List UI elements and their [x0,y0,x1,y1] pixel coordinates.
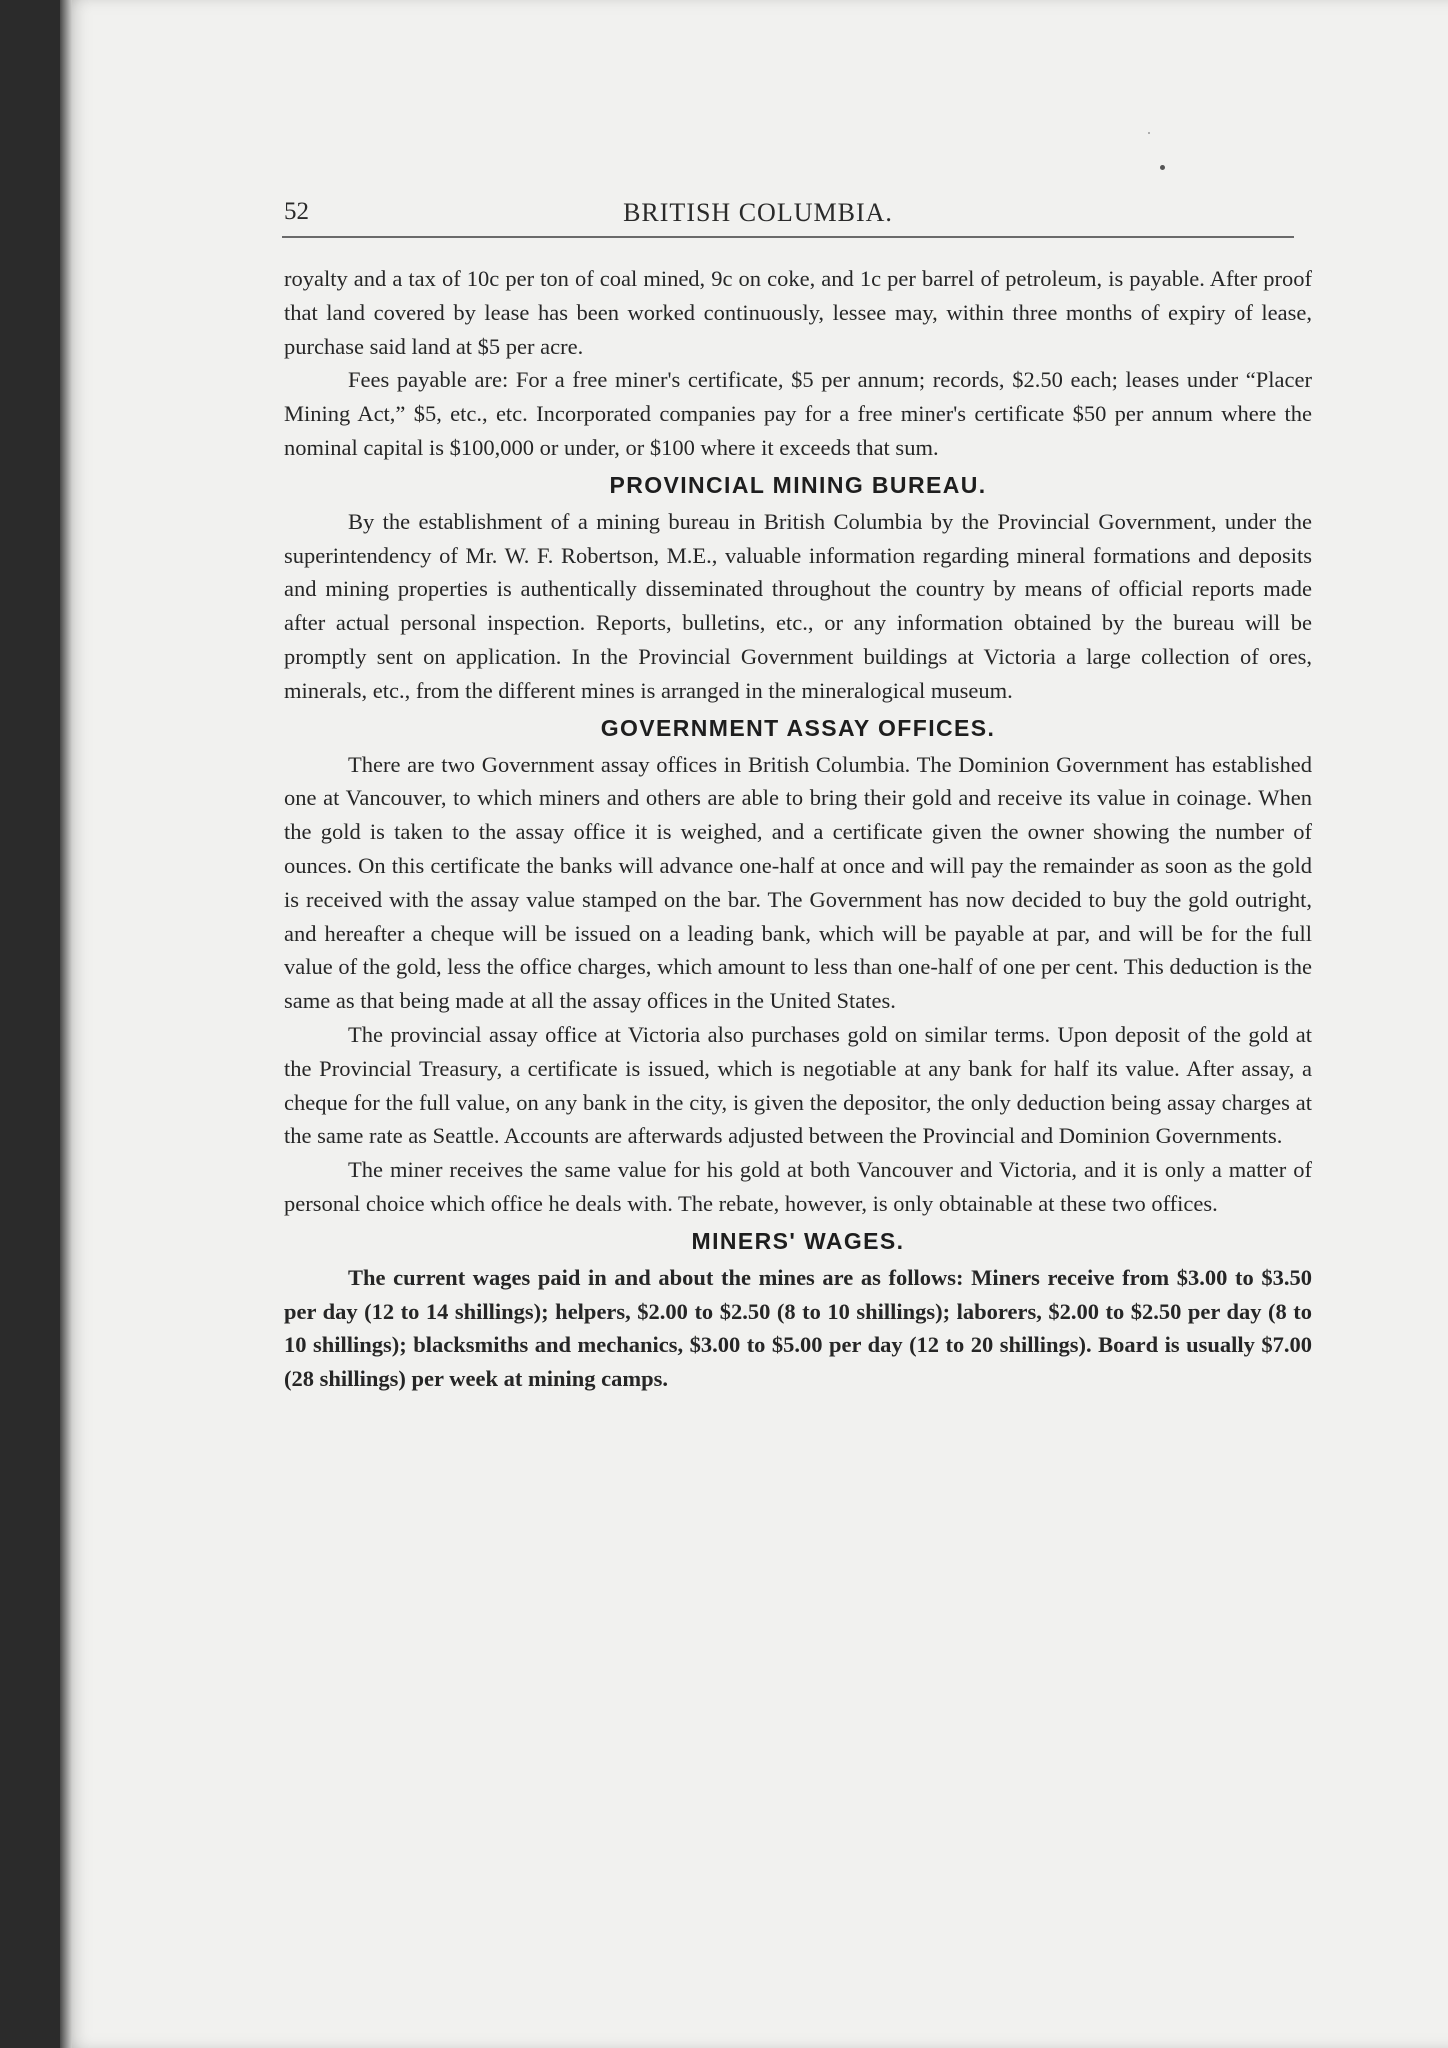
paragraph: There are two Government assay offices in British Columbia. The Dominion Government has established one at Vancouver, to which miners and others are able to bring their gold and receive its value in coinage. When the gold is taken to the assay office it is weighed, and a certificate given the owner showing the number of ounces. On this certificate the banks will advance one-half at once and will pay the remainder as soon as the gold is received with the assay value stamped on the bar. The Government has now decided to buy the gold outright, and hereafter a cheque will be issued on a leading bank, which will be payable at par, and will be for the full value of the gold, less the office charges, which amount to less than one-half of one per cent. This deduction is the same as that being made at all the assay offices in the United States. [284,751,1312,1014]
paper-speck [1148,132,1150,134]
page-number: 52 [284,198,309,225]
page-binding-edge [60,0,72,2048]
paper-speck [1160,165,1165,170]
paragraph: The miner receives the same value for his gold at both Vancouver and Victoria, and it is only a matter of personal choice which office he deals with. The rebate, however, is only obtainable at these two offices. [284,1157,1312,1216]
paragraph: The current wages paid in and about the mines are as follows: Miners receive from $3.00 to $3.50 per day (12 to 14 shillings); helpers, $2.00 to $2.50 (8 to 10 shillings); laborers, $2.00 to $2.50 per day (8 to 10 shillings); blacksmiths and mechanics, $3.00 to $5.00 per day (12 to 20 shillings). Board is usually $7.00 (28 shillings) per week at mining camps. [284,1264,1312,1392]
paragraph: royalty and a tax of 10c per ton of coal mined, 9c on coke, and 1c per barrel of petroleum, is payable. After proof that land covered by lease has been worked continuously, lessee may, within three months of expiry of lease, purchase said land at $5 per acre. [284,266,1312,359]
paragraph: Fees payable are: For a free miner's certificate, $5 per annum; records, $2.50 each; leases under “Placer Mining Act,” $5, etc., etc. Incorporated companies pay for a free miner's certificate $50 per annum where the nominal capital is $100,000 or under, or $100 where it exceeds that sum. [284,367,1312,460]
header-rule [282,236,1294,238]
section-heading: PROVINCIAL MINING BUREAU. [609,471,987,498]
paragraph: By the establishment of a mining bureau in British Columbia by the Provincial Government, under the superintendency of Mr. W. F. Robertson, M.E., valuable information regarding mineral formations and deposits and mining properties is authentically disseminated throughout the country by means of official reports made after actual personal inspection. Reports, bulletins, etc., or any information obtained by the bureau will be promptly sent on application. In the Provincial Government buildings at Victoria a large collection of ores, minerals, etc., from the different mines is arranged in the mineralogical museum. [284,508,1312,703]
page-header [222,198,1294,238]
paragraph: The provincial assay office at Victoria also purchases gold on similar terms. Upon deposit of the gold at the Provincial Treasury, a certificate is issued, which is negotiable at any bank for half its value. After assay, a cheque for the full value, on any bank in the city, is given the depositor, the only deduction being assay charges at the same rate as Seattle. Accounts are afterwards adjusted between the Provincial and Dominion Governments. [284,1021,1312,1149]
page-body [284,262,1312,1396]
running-head: BRITISH COLUMBIA. [623,198,893,227]
section-heading: MINERS' WAGES. [691,1227,905,1254]
section-heading: GOVERNMENT ASSAY OFFICES. [600,714,996,741]
